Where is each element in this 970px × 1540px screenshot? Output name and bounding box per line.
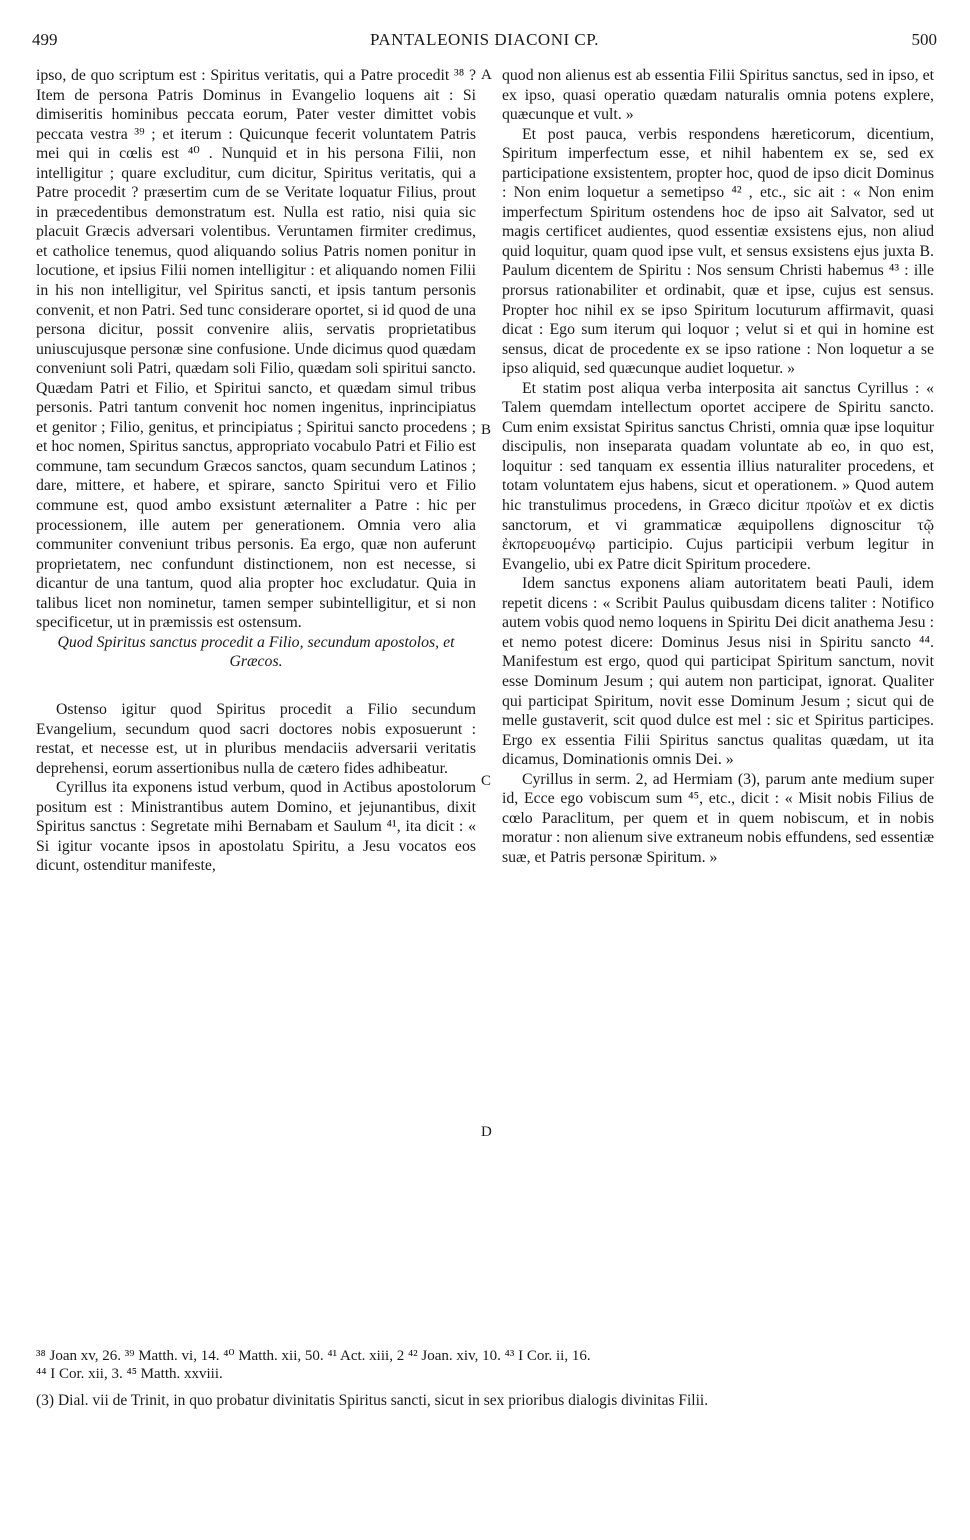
margin-marker-b: B: [481, 422, 492, 438]
footnote-line-1: ³⁸ Joan xv, 26. ³⁹ Matth. vi, 14. ⁴⁰ Matth. xii, 50. ⁴¹ Act. xiii, 2 ⁴² Joan. xiv, 10. ⁴³ I Cor. ii, 16.: [36, 1348, 591, 1364]
page-number-left: 499: [32, 30, 58, 49]
scripture-footnotes: [36, 1347, 936, 1383]
section-subheading: Quod Spiritus sanctus procedit a Filio, secundum apostolos, et Græcos.: [57, 633, 455, 671]
right-column: [502, 66, 934, 867]
left-column: [36, 66, 476, 876]
margin-marker-a: A: [481, 67, 492, 83]
page-number-right: 500: [911, 30, 937, 49]
left-paragraph-1: ipso, de quo scriptum est : Spiritus veritatis, qui a Patre procedit ³⁸ ? Item de persona Patris Dominus in Evangelio loquens ait : Si dimiseritis hominibus peccata eorum, Pater vester dimittet vobis peccata vestra ³⁹ ; et iterum : Quicunque fecerit voluntatem Patris mei qui in cœlis est ⁴⁰ . Nunquid et in his persona Filii, non intelligitur ; quare excluditur, cum dicitur, Spiritus veritatis, qui a Patre procedit ? præsertim cum de se Veritate loquatur Filius, prout in præcedentibus demonstratum est. Nulla est ratio, nisi quia sic placuit Græcis adversari volentibus. Veruntamen firmiter credimus, et catholice tenemus, quod aliquando solius Patris nomen ponitur in locutione, et ipsius Filii nomen intelligitur : et aliquando nomen Filii in his non intelligitur, vel Spiritus sancti, et ipsis tantum personis convenit, et non Patri. Sed tunc considerare oportet, si id quod de una persona dicitur, possit convenire aliis, servatis proprietatibus uniuscujusque personæ sine confusione. Unde dicimus quod quædam conveniunt soli Patri, quædam soli Filio, quædam soli spiritui sancto. Quædam Patri et Filio, et Spiritui sancto, et quædam simul tribus personis. Patri tantum convenit hoc nomen ingenitus, inprincipiatus et genitor ; Filio, genitus, et principiatus ; Spiritui sancto procedens ; et hoc nomen, Spiritus sanctus, appropriato vocabulo Patri et Filio est commune, tam secundum Græcos sanctos, quam secundum Latinos ; dare, mittere, et habere, et spirare, sancto Spiritui vero et Filio commune est, quod ambo exsistunt æternaliter a Patre : hic per processionem, ille autem per generationem. Omnia vero alia communiter conveniunt tribus personis. Ea ergo, quæ non auferunt proprietatem, nec confundunt distinctionem, non est necesse, si dicantur de una tantum, quod alia propter hoc excludatur. Quia in talibus licet non nominetur, tamen semper subintelligitur, et si non specificetur, ut in præmissis est ostensum.: [36, 67, 476, 632]
left-paragraph-2: Ostenso igitur quod Spiritus procedit a Filio secundum Evangelium, secundum quod sacri doctores nobis exposuerunt : restat, et necesse est, ut in pluribus mendaciis adversarii veritatis deprehensi, eorum assertionibus nulla de cætero fides adhibeatur.: [36, 700, 476, 777]
page-header: [32, 30, 937, 54]
footnote-3: (3) Dial. vii de Trinit, in quo probatur divinitatis Spiritus sancti, sicut in sex prioribus dialogis divinitas Filii.: [36, 1392, 709, 1409]
footnote-line-2: ⁴⁴ I Cor. xii, 3. ⁴⁵ Matth. xxviii.: [36, 1366, 223, 1382]
left-paragraph-3: Cyrillus ita exponens istud verbum, quod in Actibus apostolorum positum est : Ministrantibus autem Domino, et jejunantibus, dixit Spiritus sanctus : Segretate mihi Bernabam et Saulum ⁴¹, ita dicit : « Si igitur vocante ipsos in apostolatu Spiritu, a Jesu vocatos eos dicunt, ostenditur manifeste,: [36, 779, 476, 875]
margin-marker-d: D: [481, 1124, 492, 1140]
right-paragraph-5: Cyrillus in serm. 2, ad Hermiam (3), parum ante medium super id, Ecce ego vobiscum sum ⁴⁵, etc., dicit : « Misit nobis Filius de cœlo Paraclitum, per quem et in quem nobiscum, et in nobis moratur : non alienum sive extraneum nobis effundens, sed essentiæ suæ, et Patris personæ Spiritum. »: [502, 770, 934, 866]
right-paragraph-4: Idem sanctus exponens aliam autoritatem beati Pauli, idem repetit dicens : « Scribit Paulus quibusdam dicens taliter : Notifico autem vobis quod nemo loquens in Spiritu Dei dicit anathema Jesu : et nemo potest dicere: Dominus Jesus nisi in Spiritu sancto ⁴⁴. Manifestum est ergo, quod qui participat Spiritum sanctum, novit esse Dominum Jesum ; qui autem non participat, ignorat. Qualiter qui participat Spiritum, novit esse Dominum Jesum ; sicut qui de melle gustaverit, scit quod dulce est mel : sic et Spiritus participes. Ergo ex essentia Filii Spiritus sanctus qualitas quædam, ut ita dicamus, Dominationis omnis Dei. »: [502, 575, 934, 769]
margin-marker-c: C: [481, 773, 492, 789]
right-paragraph-2: Et post pauca, verbis respondens hæreticorum, dicentium, Spiritum imperfectum esse, et nihil habentem ex se, sed ex participatione exsistentem, propter hoc, quod de ipso dicit Dominus : Non enim loquetur a semetipso ⁴² , etc., sic ait : « Non enim imperfectum Spiritum ostendens hoc de ipso ait Salvator, sed ut magis certificet audientes, quod essentiæ exsistens ejus, non aliud quid loquitur, quam quod ipse vult, et sensus exsistens ejus juxta B. Paulum dicentem de Spiritu : Nos sensum Christi habemus ⁴³ : ille prorsus rationabiliter et ordinabit, quæ et ipse, cujus est sensus. Propter hoc nihil ex se ipso Spiritum locuturum affirmavit, quasi dicat : Ego sum iterum qui loquor ; velut si et qui in homine est sensus, dicat de procedente ex se ipso ratione : Non loquetur a se ipso aliquid, sed quæcunque audiet loquetur. »: [502, 125, 934, 378]
editor-footnote: [36, 1392, 936, 1410]
right-paragraph-1: quod non alienus est ab essentia Filii Spiritus sanctus, sed in ipso, et ex ipso, quasi operatio quædam naturalis omnia potens explere, quæcunque et vult. »: [502, 67, 934, 124]
right-paragraph-3: Et statim post aliqua verba interposita ait sanctus Cyrillus : « Talem quemdam intellectum oportet accipere de Spiritu sancto. Cum enim exsistat Spiritus sanctus Christi, omnia quæ ipse loquitur discipulis, non inseparata quadam voluntate ab eo, in quo est, loquitur : sed tanquam ex essentia illius naturaliter procedens, et totam voluntatem ejus habens, sicut et operationem. » Quod autem hic transtulimus procedens, in Græco dicitur προϊὼν et ex dictis sanctorum, et vi grammaticæ æquipollens dignoscitur τῷ ἐκπορευομένῳ participio. Cujus participii verbum legitur in Evangelio, ubi ex Patre dicit Spiritum procedere.: [502, 379, 934, 573]
running-title: PANTALEONIS DIACONI CP.: [369, 30, 600, 49]
